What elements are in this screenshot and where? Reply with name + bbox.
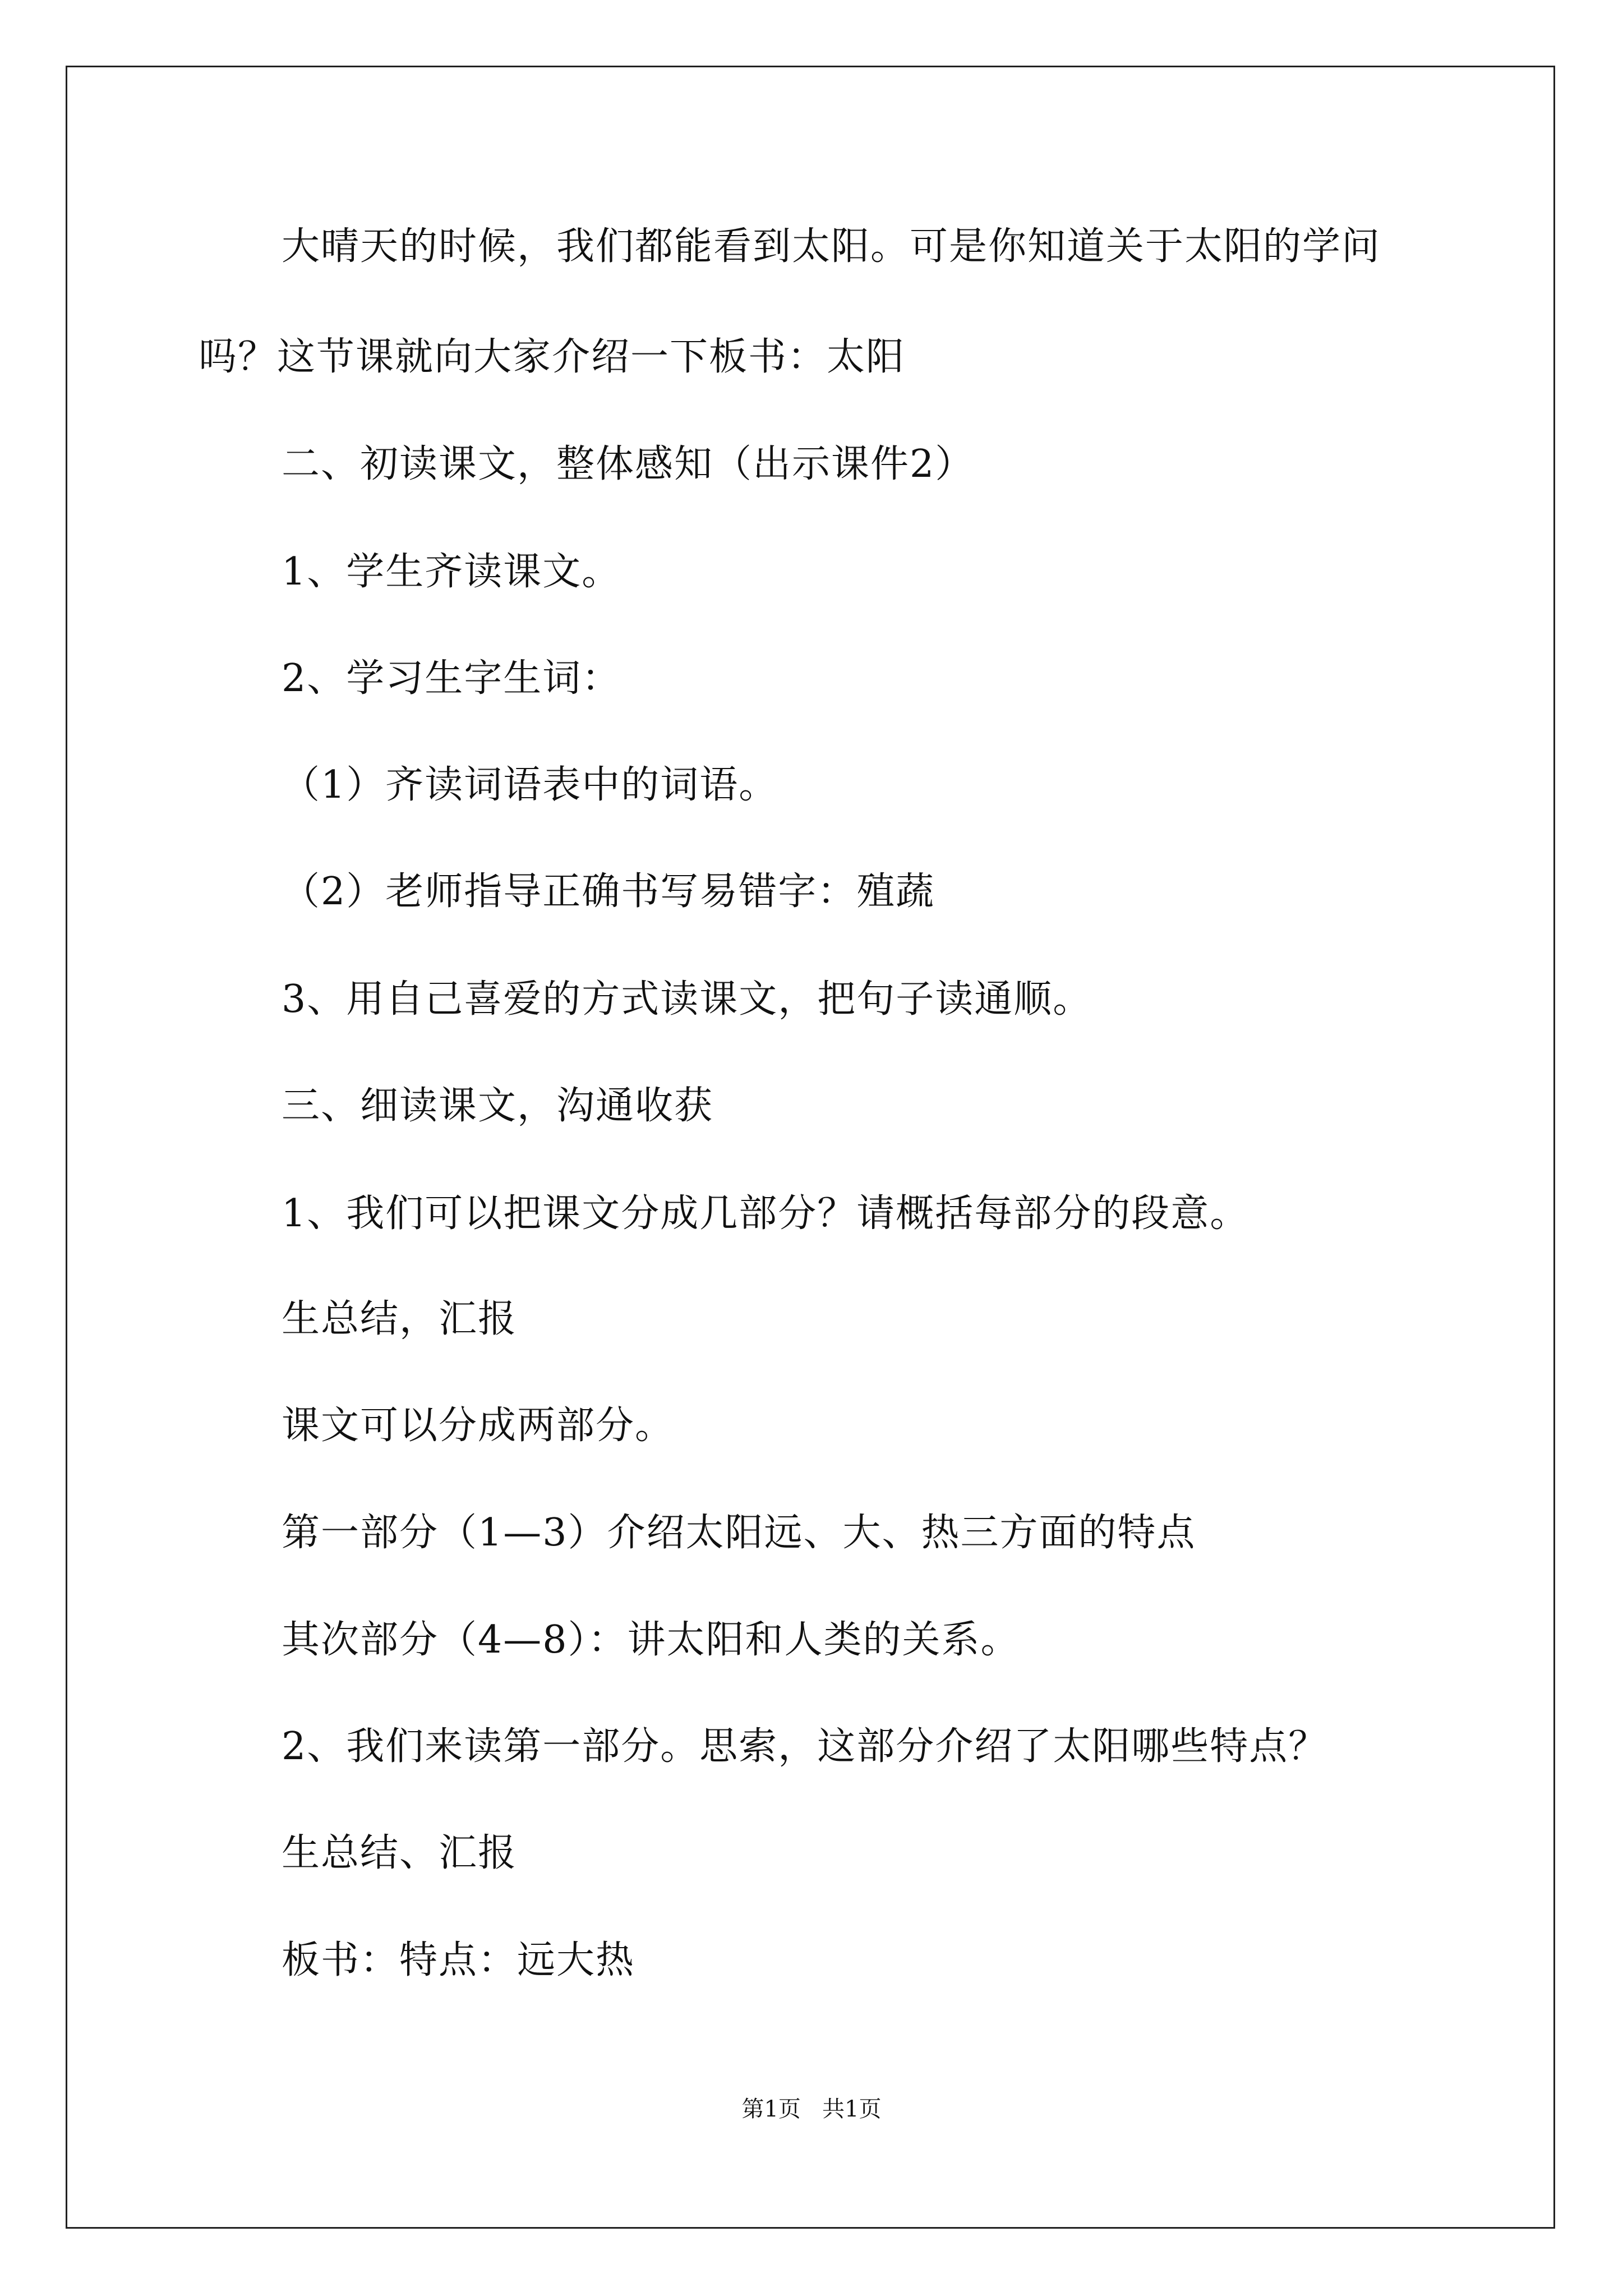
body-text: 课文可以分成两部分。 — [282, 1404, 675, 1448]
list-item: 2、学习生字生词： — [282, 656, 621, 701]
list-item: 2、我们来读第一部分。思索，这部分介绍了太阳哪些特点？ — [282, 1724, 1328, 1769]
page-border — [66, 66, 1555, 2229]
paragraph-1-line-2: 吗？这节课就向大家介绍一下板书：太阳 — [199, 335, 906, 379]
body-text: 生总结，汇报 — [282, 1297, 518, 1341]
list-item: 3、用自己喜爱的方式读课文，把句子读通顺。 — [282, 977, 1092, 1022]
paragraph-1-line-1: 大晴天的时候，我们都能看到太阳。可是你知道关于太阳的学问 — [282, 224, 1381, 269]
section-heading-3: 三、细读课文，沟通收获 — [282, 1084, 714, 1128]
list-item: 1、学生齐读课文。 — [282, 550, 621, 594]
body-text: 其次部分（4—8）：讲太阳和人类的关系。 — [282, 1618, 1020, 1662]
body-text: 板书：特点：远大热 — [282, 1938, 635, 1982]
list-item: （1）齐读词语表中的词语。 — [282, 763, 778, 807]
body-text: 第一部分（1—3）介绍太阳远、大、热三方面的特点 — [282, 1511, 1196, 1555]
section-heading-2: 二、初读课文，整体感知（出示课件2） — [282, 442, 975, 486]
list-item: （2）老师指导正确书写易错字：殖蔬 — [282, 869, 935, 914]
page-footer: 第1页 共1页 — [741, 2096, 882, 2122]
list-item: 1、我们可以把课文分成几部分？请概括每部分的段意。 — [282, 1191, 1249, 1236]
body-text: 生总结、汇报 — [282, 1831, 518, 1875]
